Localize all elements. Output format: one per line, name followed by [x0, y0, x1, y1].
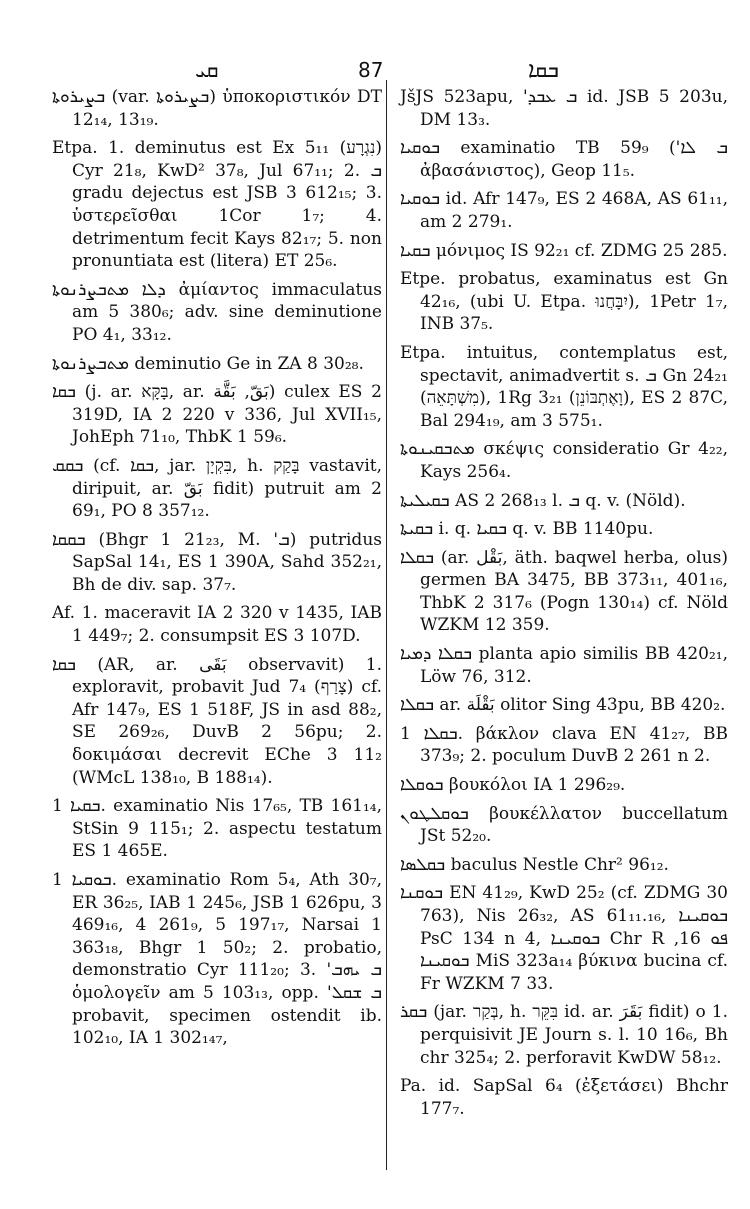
dictionary-entry: ܒܘܩܝܐ 1. examinatio Rom 5₄, Ath 30₇, ER 36₂₅, IAB 1 245₆, JSB 1 626pu, 3 469₁₆, 4 261₉, 5 197₁₇, Narsai 1 363₁₈, Bhgr 1 50₂; 2. probatio, demonstratio Cyr 111₂₀; 3. 'ܒ ܝܗܒ ὁμολογεῖν am 5 103₁₃, opp. 'ܒ ܫܩܠ probavit, specimen ostendit ib. 102₁₀, IA 1 302₁₄₇,	[52, 870, 382, 1049]
dictionary-entry: ܕܠܐ ܡܬܒܨܪܢܘܬܐ ἀμίαντος immaculatus am 5 380₆; adv. sine deminutione PO 4₁, 33₁₂.	[52, 279, 382, 345]
dictionary-entry: ܒܩܝܠܝܬܐ AS 2 268₁₃ l. ܒ q. v. (Nöld).	[400, 490, 686, 511]
dictionary-entry: ܒܩܝܐ 1. examinatio Nis 17₆₅, TB 161₁₄, StSin 9 115₁; 2. aspectu testatum ES 1 465E.	[52, 796, 382, 862]
dictionary-entry: ܒܩܠܐ ܕܡܝܐ planta apio similis BB 420₂₁, Löw 76, 312.	[400, 644, 728, 687]
dictionary-entry: ܒܘܩܠܛܘܢ βουκέλλατον buccellatum JSt 52₂₀.	[400, 803, 728, 847]
dictionary-entry: ܒܩܝܬܐ i. q. ܒܩܝܐ q. v. BB 1140pu.	[400, 519, 654, 540]
dictionary-entry: ܒܘܩܝܐ examinatio TB 59₉ ('ܒ ܠܐ ἀβασάνιστος), Geop 11₅.	[400, 138, 728, 181]
dictionary-entry: ܡܬܒܨܪܢܘܬܐ deminutio Ge in ZA 8 30₂₈.	[52, 353, 364, 374]
dictionary-entry: Af. 1. maceravit IA 2 320 v 1435, IAB 1 449₇; 2. consumpsit ES 3 107D.	[52, 603, 382, 647]
dictionary-entry: ܒܩܝܐ μόνιμος IS 92₂₁ cf. ZDMG 25 285.	[400, 240, 728, 261]
dictionary-entry: ܒܘܩܢܐ EN 41₂₉, KwD 25₂ (cf. ZDMG 30 763), Nis 26₃₂, AS 61₁₁.₁₆, ܒܘܩܝܢܐ PsC 134 n 4, ܒܘܩܝܢܐ Chr R ܦܘ 16, ܒܘܩܝܢܐ MiS 323a₁₄ βύκινα bucina cf. Fr WZKM 7 33.	[400, 883, 728, 994]
dictionary-entry: ܒܩܪ (jar. בְּקַר, h. בִּקֵּר id. ar. بَقَرَ fidit) o 1. perquisivit JE Journ s. l. 10 16₆, Bh chr 325₄; 2. perforavit KwDW 58₁₂.	[400, 1002, 728, 1068]
page-number: 87	[358, 58, 384, 82]
dictionary-entry: ܒܩܐ (AR, ar. بَقَى observavit) 1. exploravit, probavit Jud 7₄ (צָרַף) cf. Afr 147₉, ES 1 518F, JS in asd 88₂, SE 269₂₆, DuvB 2 56pu; 2. δοκιμάσαι decrevit EChe 3 11₂ (WMcL 138₁₀, B 188₁₄).	[52, 654, 382, 788]
header-right-headword: ܒܩܐ	[528, 58, 559, 83]
dictionary-entry: ܒܩܠܐ ar. بَقْلَة olitor Sing 43pu, BB 420₂.	[400, 695, 726, 716]
dictionary-entry: ܒܘܩܠܐ βουκόλοι IA 1 296₂₉.	[400, 775, 626, 796]
dictionary-entry: Etpa. intuitus, contemplatus est, spectavit, animadvertit s. ܒ Gn 24₂₁ (מִשְׁתָּאֵה), 1Rg 3₂₁ (וָאֶתְבּוֹנֵן), ES 2 87C, Bal 294₁₉, am 3 575₁.	[400, 342, 728, 431]
dictionary-entry: ܒܩܩ (cf. ܒܩܐ, jar. בִּקְיָן, h. בָּקַק vastavit, diripuit, ar. بَقّ fidit) putruit am 2 69₁, PO 8 357₁₂.	[52, 455, 382, 522]
dictionary-entry: ܒܩܠܐ (ar. بَقْل, äth. baqwel herba, olus) germen BA 3475, BB 373₁₁, 401₁₆, ThbK 2 317₆ (Pogn 130₁₄) cf. Nöld WZKM 12 359.	[400, 547, 728, 636]
dictionary-entry: ܡܬܒܩܝܢܘܬܐ σκέψις consideratio Gr 4₂₂, Kays 256₄.	[400, 439, 728, 482]
running-header	[0, 58, 750, 84]
dictionary-entry: ܒܘܩܝܐ id. Afr 147₉, ES 2 468A, AS 61₁₁, am 2 279₁.	[400, 189, 728, 232]
dictionary-entry: JšJS 523apu, 'ܒ ܥܒܕ id. JSB 5 203u, DM 13₃.	[400, 87, 728, 130]
dictionary-entry: ܒܩܐ (j. ar. בָּקָּא, ar. بَقّ, بَقَّة) culex ES 2 319D, IA 2 220 v 336, Jul XVII₁₅, JohEph 71₁₀, ThbK 1 59₆.	[52, 382, 382, 448]
dictionary-entry: ܒܨܝܪܘܬܐ (var. ܒܨܝܪܘܬܐ) ὑποκοριστικόν DT 12₁₄, 13₁₉.	[52, 87, 383, 130]
dictionary-entry: Etpe. probatus, examinatus est Gn 42₁₆, (ubi U. Etpa. יִבָּחֲנוּ), 1Petr 1₇, INB 37₅.	[400, 269, 728, 335]
dictionary-entry: ܒܩܠܐ 1. βάκλον clava EN 41₂₇, BB 373₉; 2. poculum DuvB 2 261 n 2.	[400, 723, 729, 767]
dictionary-entry: Etpa. 1. deminutus est Ex 5₁₁ (נִגְרָע) Cyr 21₈, KwD² 37₈, Jul 67₁₁; 2. ܒ gradu dejectus est JSB 3 612₁₅; 3. ὑστερεῖσθαι 1Cor 1₇; 4. detrimentum fecit Kays 82₁₇; 5. non pronuntiata est (litera) ET 25₆.	[52, 138, 382, 272]
dictionary-entry: ܒܩܠܣܐ baculus Nestle Chr² 96₁₂.	[400, 854, 669, 875]
dictionary-entry: ܒܩܩܐ (Bhgr 1 21₂₃, M. 'ܒ) putridus SapSal 14₁, ES 1 390A, Sahd 352₂₁, Bh de div. sap. 37₇.	[52, 529, 382, 595]
column-divider	[386, 80, 387, 1170]
left-column	[52, 86, 382, 1056]
dictionary-entry: Pa. id. SapSal 6₄ (ἐξετάσει) Bhchr 177₇.	[400, 1076, 728, 1119]
right-column	[400, 86, 728, 1126]
header-left-headword: ܩܝ	[195, 58, 219, 83]
